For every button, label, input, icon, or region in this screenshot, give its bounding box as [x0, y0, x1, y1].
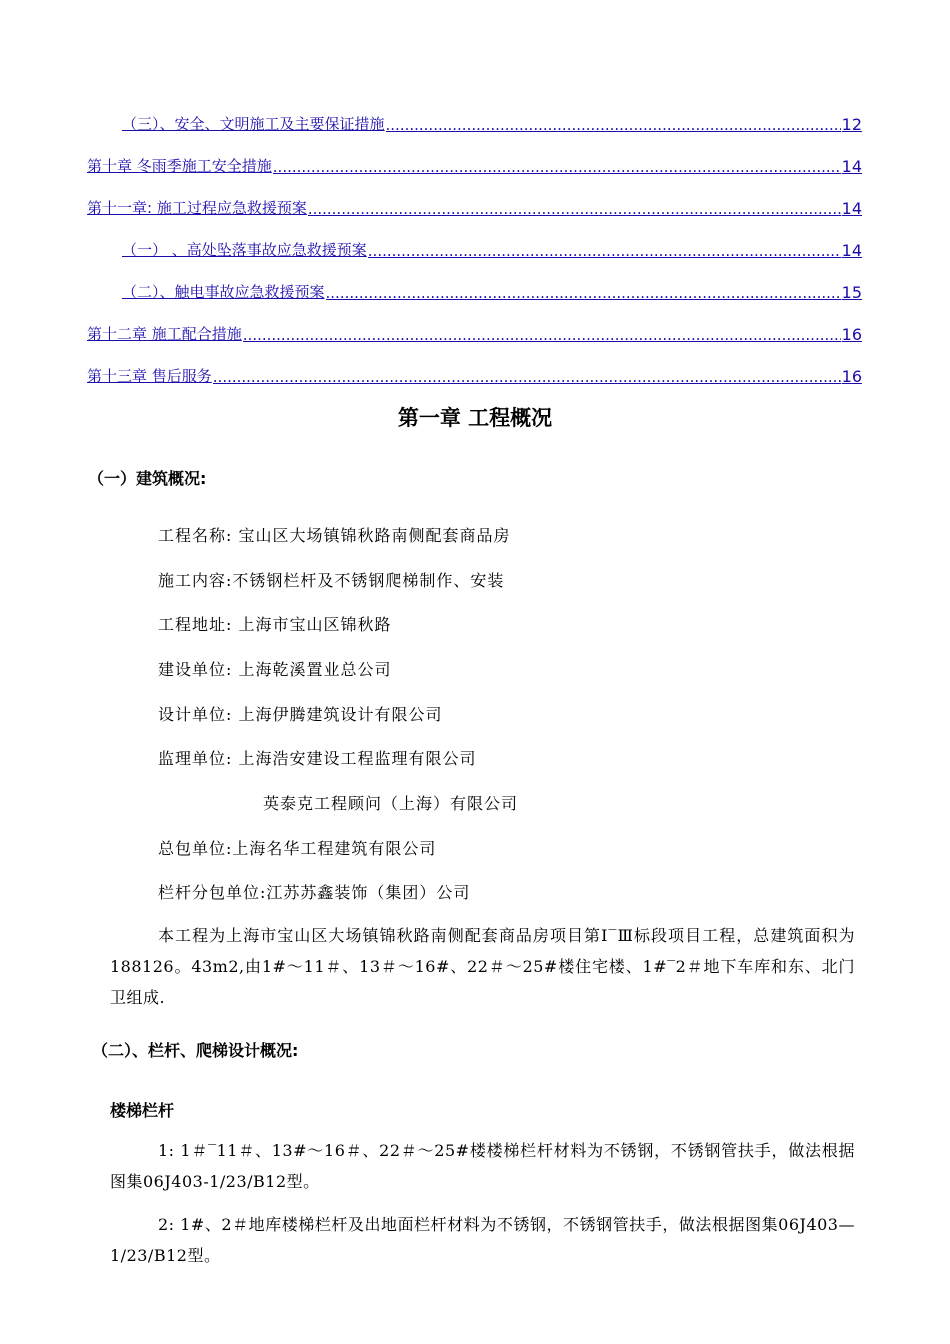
section-heading-railing-design: （二）、栏杆、爬梯设计概况:	[92, 1041, 299, 1060]
railing-item-2: 2: 1#、2＃地库楼梯栏杆及出地面栏杆材料为不锈钢，不锈钢管扶手，做法根据图集06J403—1/23/B12型。	[110, 1215, 855, 1265]
info-general-contractor: 总包单位:上海名华工程建筑有限公司	[158, 839, 437, 858]
subsection-heading-stair-railing: 楼梯栏杆	[110, 1101, 175, 1120]
toc-entry-page: 14	[841, 157, 862, 176]
chapter-title: 第一章 工程概况	[397, 406, 553, 430]
section-heading-building-overview: （一）建筑概况:	[88, 469, 207, 488]
info-supervisor-2: 英泰克工程顾问（上海）有限公司	[263, 794, 519, 813]
toc-leader	[326, 284, 841, 302]
info-designer: 设计单位: 上海伊腾建筑设计有限公司	[158, 705, 443, 724]
info-project-name: 工程名称: 宝山区大场镇锦秋路南侧配套商品房	[158, 526, 511, 545]
toc-entry-title: （二）、触电事故应急救援预案	[122, 283, 325, 301]
toc-leader	[386, 116, 841, 134]
project-summary-paragraph: 本工程为上海市宝山区大场镇锦秋路南侧配套商品房项目第Ⅰ‾Ⅲ标段项目工程，总建筑面积为188126。43m2,由1#～11＃、13＃～16#、22＃～25#楼住宅楼、1#‾2＃地下车库和东、北门卫组成.	[110, 926, 855, 1007]
info-railing-subcontractor: 栏杆分包单位:江苏苏鑫装饰（集团）公司	[158, 883, 471, 902]
toc-entry-title: （一） 、高处坠落事故应急救援预案	[122, 241, 367, 259]
toc-entry-page: 14	[841, 199, 862, 218]
toc-leader	[368, 242, 841, 260]
toc-entry-page: 12	[841, 115, 862, 134]
toc-entry-page: 15	[841, 283, 862, 302]
info-supervisor: 监理单位: 上海浩安建设工程监理有限公司	[158, 749, 477, 768]
toc-leader	[213, 368, 841, 386]
toc-entry[interactable]	[122, 238, 862, 260]
toc-entry-title: （三）、安全、文明施工及主要保证措施	[122, 115, 385, 133]
toc-leader	[308, 200, 841, 218]
toc-entry-title: 第十三章 售后服务	[87, 367, 212, 385]
info-project-address: 工程地址: 上海市宝山区锦秋路	[158, 615, 392, 634]
toc-entry-page: 16	[841, 325, 862, 344]
railing-item-1: 1: 1＃‾11＃、13#～16＃、22＃～25#楼楼梯栏杆材料为不锈钢，不锈钢管扶手，做法根据图集06J403-1/23/B12型。	[110, 1141, 855, 1191]
toc-entry-page: 16	[841, 367, 862, 386]
toc-entry[interactable]	[87, 364, 862, 386]
toc-leader	[273, 158, 841, 176]
toc-entry-page: 14	[841, 241, 862, 260]
toc-entry[interactable]	[87, 322, 862, 344]
toc-entry-title: 第十二章 施工配合措施	[87, 325, 242, 343]
info-developer: 建设单位: 上海乾溪置业总公司	[158, 660, 392, 679]
toc-entry-title: 第十章 冬雨季施工安全措施	[87, 157, 272, 175]
info-construction-content: 施工内容:不锈钢栏杆及不锈钢爬梯制作、安装	[158, 571, 505, 590]
toc-entry[interactable]	[87, 196, 862, 218]
toc-entry[interactable]	[122, 280, 862, 302]
toc-entry[interactable]	[87, 154, 862, 176]
toc-leader	[243, 326, 841, 344]
toc-entry[interactable]	[122, 112, 862, 134]
toc-entry-title: 第十一章: 施工过程应急救援预案	[87, 199, 307, 217]
